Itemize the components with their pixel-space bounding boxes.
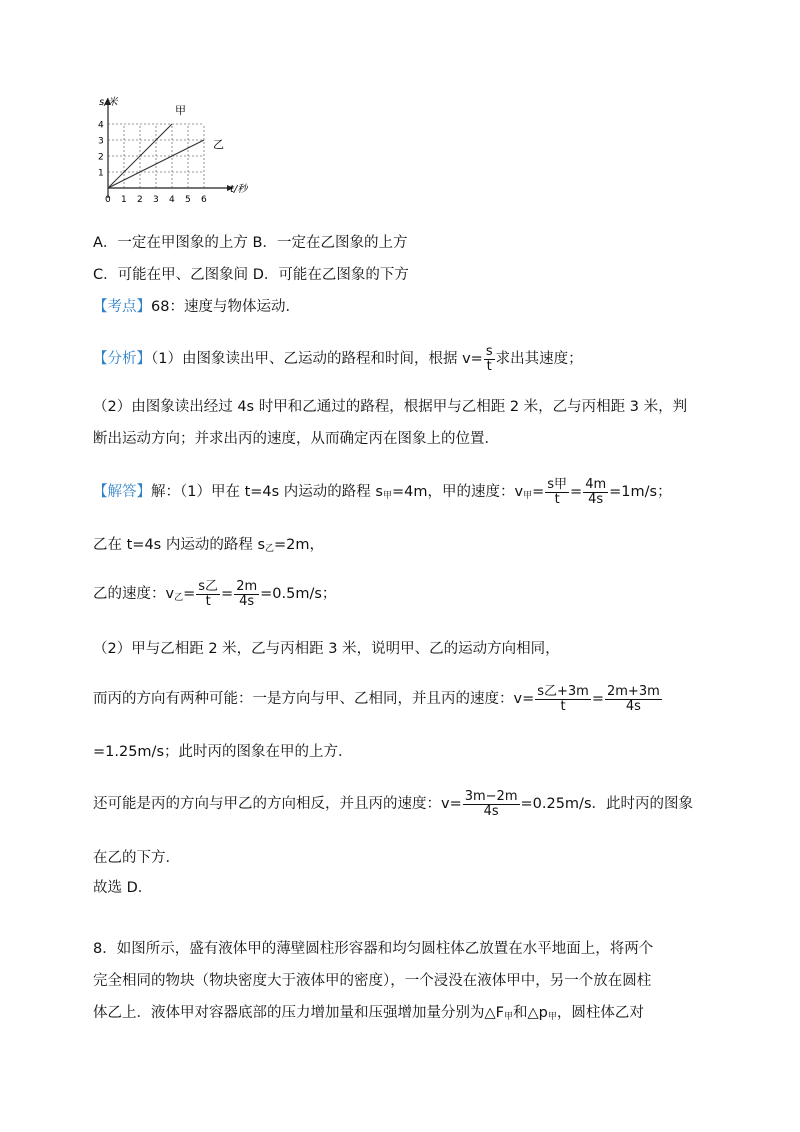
fenxi-fraction: $\frac{s}{t}$	[485, 344, 493, 374]
fenxi-line-2: （2）由图象读出经过 4s 时甲和乙通过的路程，根据甲与乙相距 2 米，乙与丙相距 3 米，判	[93, 399, 688, 415]
jieda-fraction-4: $\frac{2m}{4s}$	[236, 579, 258, 609]
jieda-tag: 【解答】	[93, 484, 151, 501]
q8-line-3: 体乙上．液体甲对容器底部的压力增加量和压强增加量分别为$\triangle F_甲$和$\triangle p_甲$，圆柱体乙对	[93, 1005, 644, 1022]
fenxi-tag: 【分析】	[93, 351, 151, 368]
x-tick-label: 0	[105, 195, 111, 205]
q8-line-1: 8．如图所示，盛有液体甲的薄壁圆柱形容器和均匀圆柱体乙放置在水平地面上，将两个	[93, 941, 654, 957]
x-tick-label: 4	[169, 195, 175, 205]
s-t-graph	[88, 92, 258, 210]
jieda-fraction-7: $\frac{3m-2m}{4s}$	[464, 789, 518, 819]
jieda-line-5: 而丙的方向有两种可能：一是方向与甲、乙相同，并且丙的速度：v= $\frac{\text{s乙+3m}}{t}$ = $\frac{2m+3m}{4s}$	[93, 684, 660, 714]
x-tick-label: 2	[137, 195, 143, 205]
y-tick-label: 1	[98, 168, 104, 179]
y-tick-label: 3	[98, 136, 104, 147]
y-tick-label: 4	[98, 120, 104, 131]
kaodian-text: 68：速度与物体运动．	[151, 299, 300, 315]
option-line-2: C．可能在甲、乙图象间 D．可能在乙图象的下方	[93, 267, 409, 283]
line-jia-label: 甲	[175, 104, 186, 117]
jieda-line-1: 【解答】解：（1）甲在 t=4s 内运动的路程 $s_甲=4m$，甲的速度：$v_甲=$ $\frac{\text{s甲}}{t}$ = $\frac{4m}{4s}$ =1m/s；	[93, 477, 672, 507]
jieda-line-7: 还可能是丙的方向与甲乙的方向相反，并且丙的速度：v= $\frac{3m-2m}{4s}$ =0.25m/s．此时丙的图象	[93, 789, 693, 819]
jieda-line-2: 乙在 t=4s 内运动的路程 $s_乙=2m$，	[93, 537, 325, 554]
jieda-line-9: 故选 D．	[93, 880, 153, 896]
fenxi-p1-b: 求出其速度；	[495, 351, 583, 368]
jieda-fraction-3: $\frac{\text{s乙}}{t}$	[198, 579, 219, 609]
x-tick-label: 3	[153, 195, 159, 205]
kaodian-tag: 【考点】	[93, 299, 151, 315]
x-tick-label: 1	[121, 195, 127, 205]
y-tick-label: 2	[98, 152, 104, 163]
graph-grid	[108, 124, 204, 188]
x-tick-labels	[105, 195, 207, 205]
x-tick-label: 5	[185, 195, 191, 205]
fenxi-p1-a: （1）由图象读出甲、乙运动的路程和时间，根据 v=	[151, 351, 483, 368]
y-tick-labels	[98, 121, 104, 179]
jieda-line-8: 在乙的下方．	[93, 850, 180, 866]
q8-line-2: 完全相同的物块（物块密度大于液体甲的密度），一个浸没在液体甲中，另一个放在圆柱	[93, 973, 652, 989]
fenxi-line-1	[93, 345, 583, 373]
option-line-1: A．一定在甲图象的上方 B．一定在乙图象的上方	[93, 235, 408, 251]
line-yi-label: 乙	[213, 138, 224, 151]
jieda-fraction-1: $\frac{\text{s甲}}{t}$	[547, 477, 568, 507]
jieda-fraction-2: $\frac{4m}{4s}$	[585, 477, 607, 507]
x-tick-label: 6	[201, 195, 207, 205]
jieda-fraction-6: $\frac{2m+3m}{4s}$	[607, 684, 660, 714]
jieda-line-3: 乙的速度：$v_乙=$ $\frac{\text{s乙}}{t}$ = $\frac{2m}{4s}$ =0.5m/s；	[93, 579, 337, 609]
x-axis-label: t/秒	[230, 184, 248, 195]
jieda-line-4: （2）甲与乙相距 2 米，乙与丙相距 3 米，说明甲、乙的运动方向相同，	[93, 641, 560, 657]
fenxi-line-3: 断出运动方向；并求出丙的速度，从而确定丙在图象上的位置．	[93, 431, 499, 447]
kaodian-line	[93, 295, 300, 316]
y-axis-label: s/米	[99, 97, 118, 108]
jieda-line-6: =1.25m/s；此时丙的图象在甲的上方．	[93, 744, 353, 760]
jieda-fraction-5: $\frac{\text{s乙+3m}}{t}$	[537, 684, 589, 714]
